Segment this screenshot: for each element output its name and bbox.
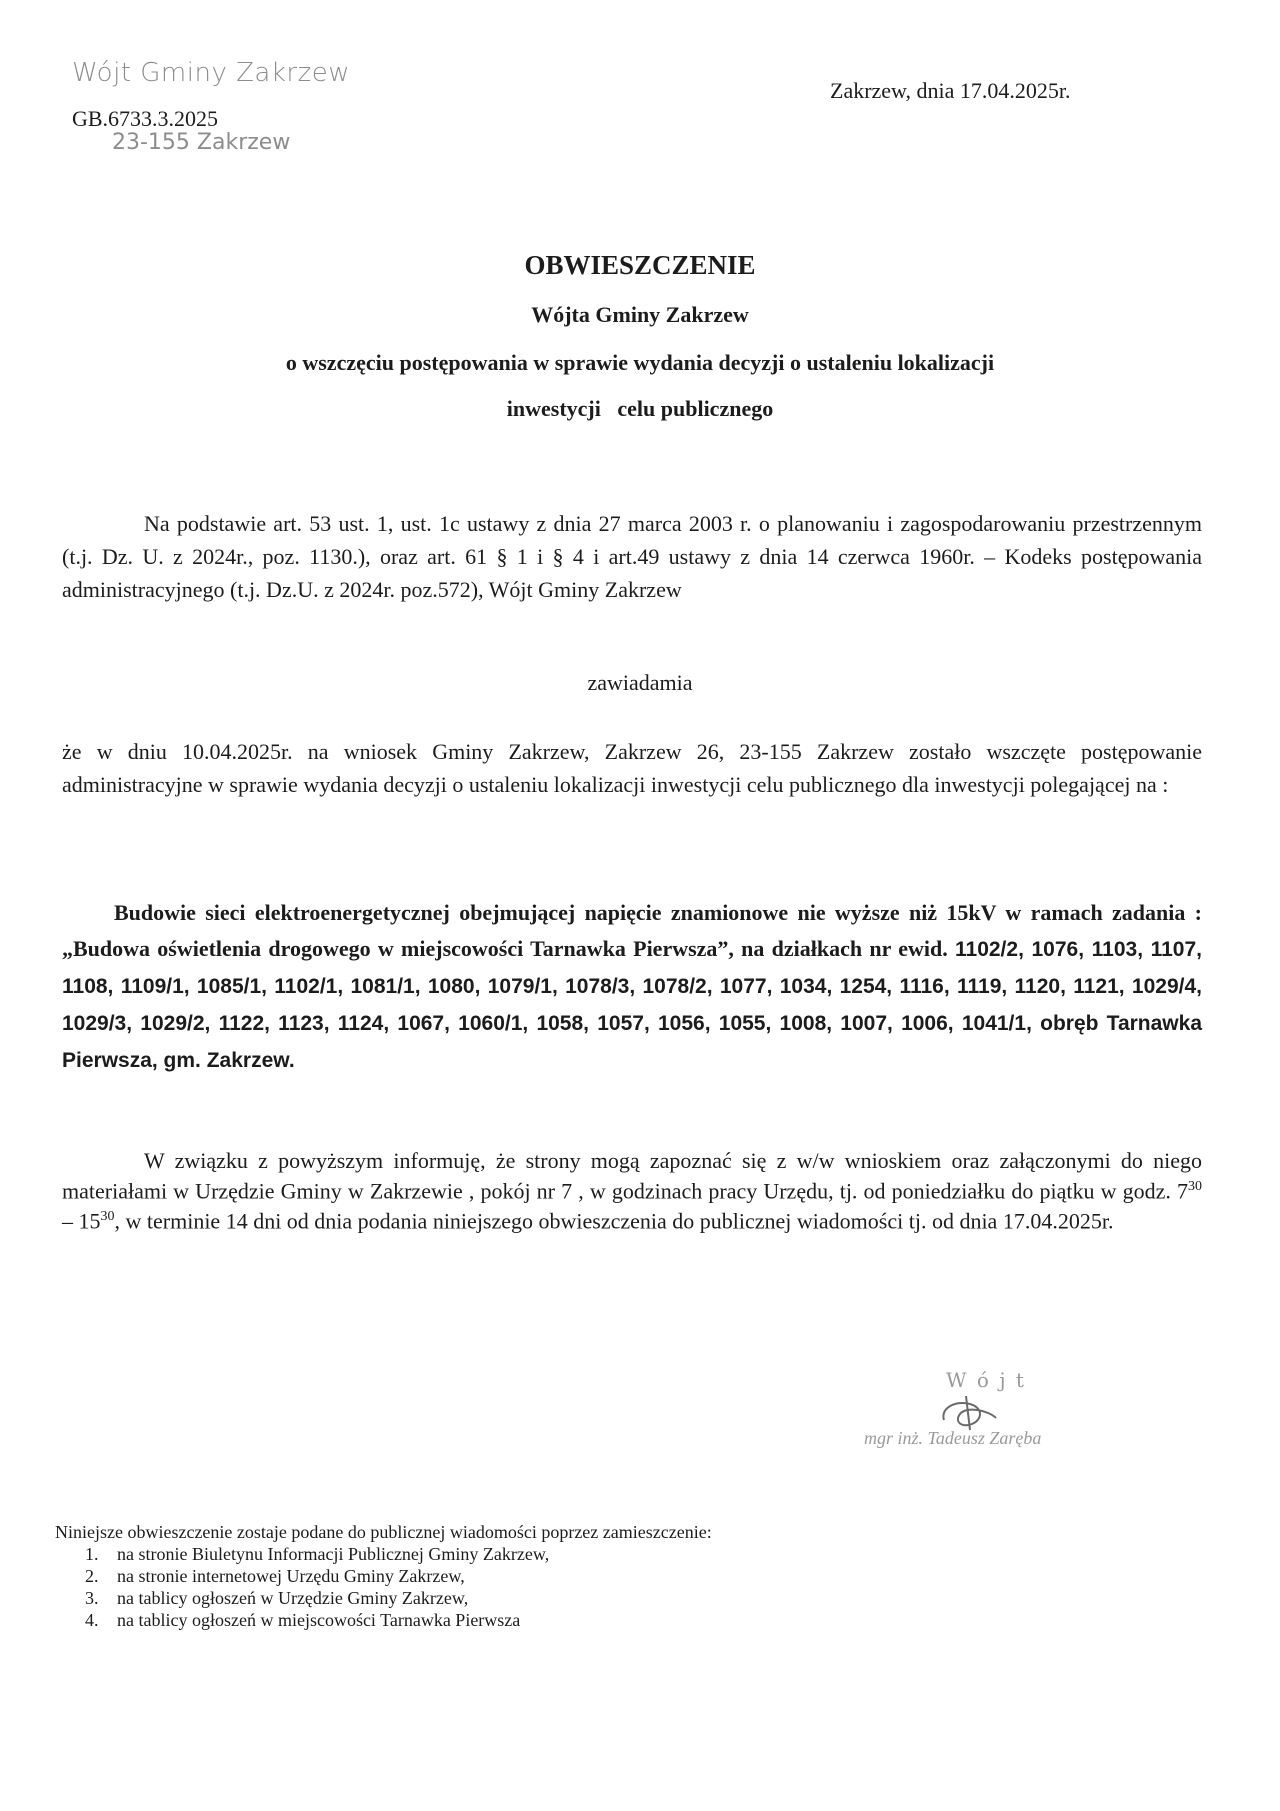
document-issuer: Wójta Gminy Zakrzew: [531, 302, 749, 327]
document-title: OBWIESZCZENIE: [524, 250, 756, 280]
notice-paragraph: [62, 735, 1202, 801]
info-text: W związku z powyższym informuję, że strony mogą zapoznać się z w/w wnioskiem oraz załączonymi do niego materiałami w Urzędzie Gminy w Zakrzewie , pokój nr 7 , w godzinach pracy Urzędu, tj. od poniedziałku do piątku w godz. 7: [62, 1148, 1202, 1204]
hours-end-sup: 30: [100, 1209, 115, 1225]
info-text-end: , w terminie 14 dni od dnia podania niniejszego obwieszczenia do publicznej wiadomości tj. od dnia 17.04.2025r.: [114, 1208, 1114, 1234]
reference-number: GB.6733.3.2025: [72, 106, 219, 131]
legal-basis-text: Na podstawie art. 53 ust. 1, ust. 1c ustawy z dnia 27 marca 2003 r. o planowaniu i zagospodarowaniu przestrzennym (t.j. Dz. U. z 2024r., poz. 1130.), oraz art. 61 § 1 i § 4 i art.49 ustawy z dnia 14 czerwca 1960r. – Kodeks postępowania administracyjnego (t.j. Dz.U. z 2024r. poz.572), Wójt Gminy Zakrzew: [62, 511, 1202, 602]
publication-item: 1. na stronie Biuletynu Informacji Publicznej Gminy Zakrzew,: [103, 1543, 955, 1565]
document-subject-line1: o wszczęciu postępowania w sprawie wydania decyzji o ustaleniu lokalizacji: [285, 350, 995, 375]
hours-dash: – 15: [62, 1208, 101, 1234]
publication-note: [55, 1521, 955, 1631]
publication-item: 4. na tablicy ogłoszeń w miejscowości Tarnawka Pierwsza: [103, 1609, 955, 1631]
publication-item: 2. na stronie internetowej Urzędu Gminy Zakrzew,: [103, 1565, 955, 1587]
publication-intro: Niniejsze obwieszczenie zostaje podane do publicznej wiadomości poprzez zamieszczenie:: [55, 1522, 712, 1542]
investment-paragraph: [62, 895, 1202, 1079]
stamp-office-name: Wójt Gminy Zakrzew: [72, 58, 351, 88]
info-paragraph: [62, 1148, 1202, 1235]
publication-item: 3. na tablicy ogłoszeń w Urzędzie Gminy Zakrzew,: [103, 1587, 955, 1609]
legal-basis-paragraph: [62, 507, 1202, 606]
announces-word: zawiadamia: [587, 670, 693, 695]
signature-name: mgr inż. Tadeusz Zaręba: [864, 1428, 1042, 1448]
signature-title: W ó j t: [946, 1368, 1026, 1392]
document-subject-line2: inwestycji celu publicznego: [506, 396, 774, 421]
stamp-address: 23-155 Zakrzew: [112, 130, 291, 155]
notice-text: że w dniu 10.04.2025r. na wniosek Gminy Zakrzew, Zakrzew 26, 23-155 Zakrzew zostało wszczęte postępowanie administracyjne w sprawie wydania decyzji o ustaleniu lokalizacji inwestycji celu publicznego dla inwestycji polegającej na :: [62, 739, 1202, 797]
investment-description: Budowie sieci elektroenergetycznej obejmującej napięcie znamionowe nie wyższe niż 15kV w ramach zadania : „Budowa oświetlenia drogowego w miejscowości Tarnawka Pierwsza”, na działkach nr ewid.: [62, 900, 1202, 961]
place-date: Zakrzew, dnia 17.04.2025r.: [830, 78, 1071, 103]
hours-start-sup: 30: [1188, 1179, 1202, 1194]
publication-list: [55, 1543, 955, 1631]
investment-plots: 1102/2, 1076, 1103, 1107, 1108, 1109/1, 1085/1, 1102/1, 1081/1, 1080, 1079/1, 1078/3, 1078/2, 1077, 1034, 1254, 1116, 1119, 1120, 1121, 1029/4, 1029/3, 1029/2, 1122, 1123, 1124, 1067, 1060/1, 1058, 1057, 1056, 1055, 1008, 1007, 1006, 1041/1, obręb Tarnawka Pierwsza, gm. Zakrzew.: [62, 938, 1203, 1072]
